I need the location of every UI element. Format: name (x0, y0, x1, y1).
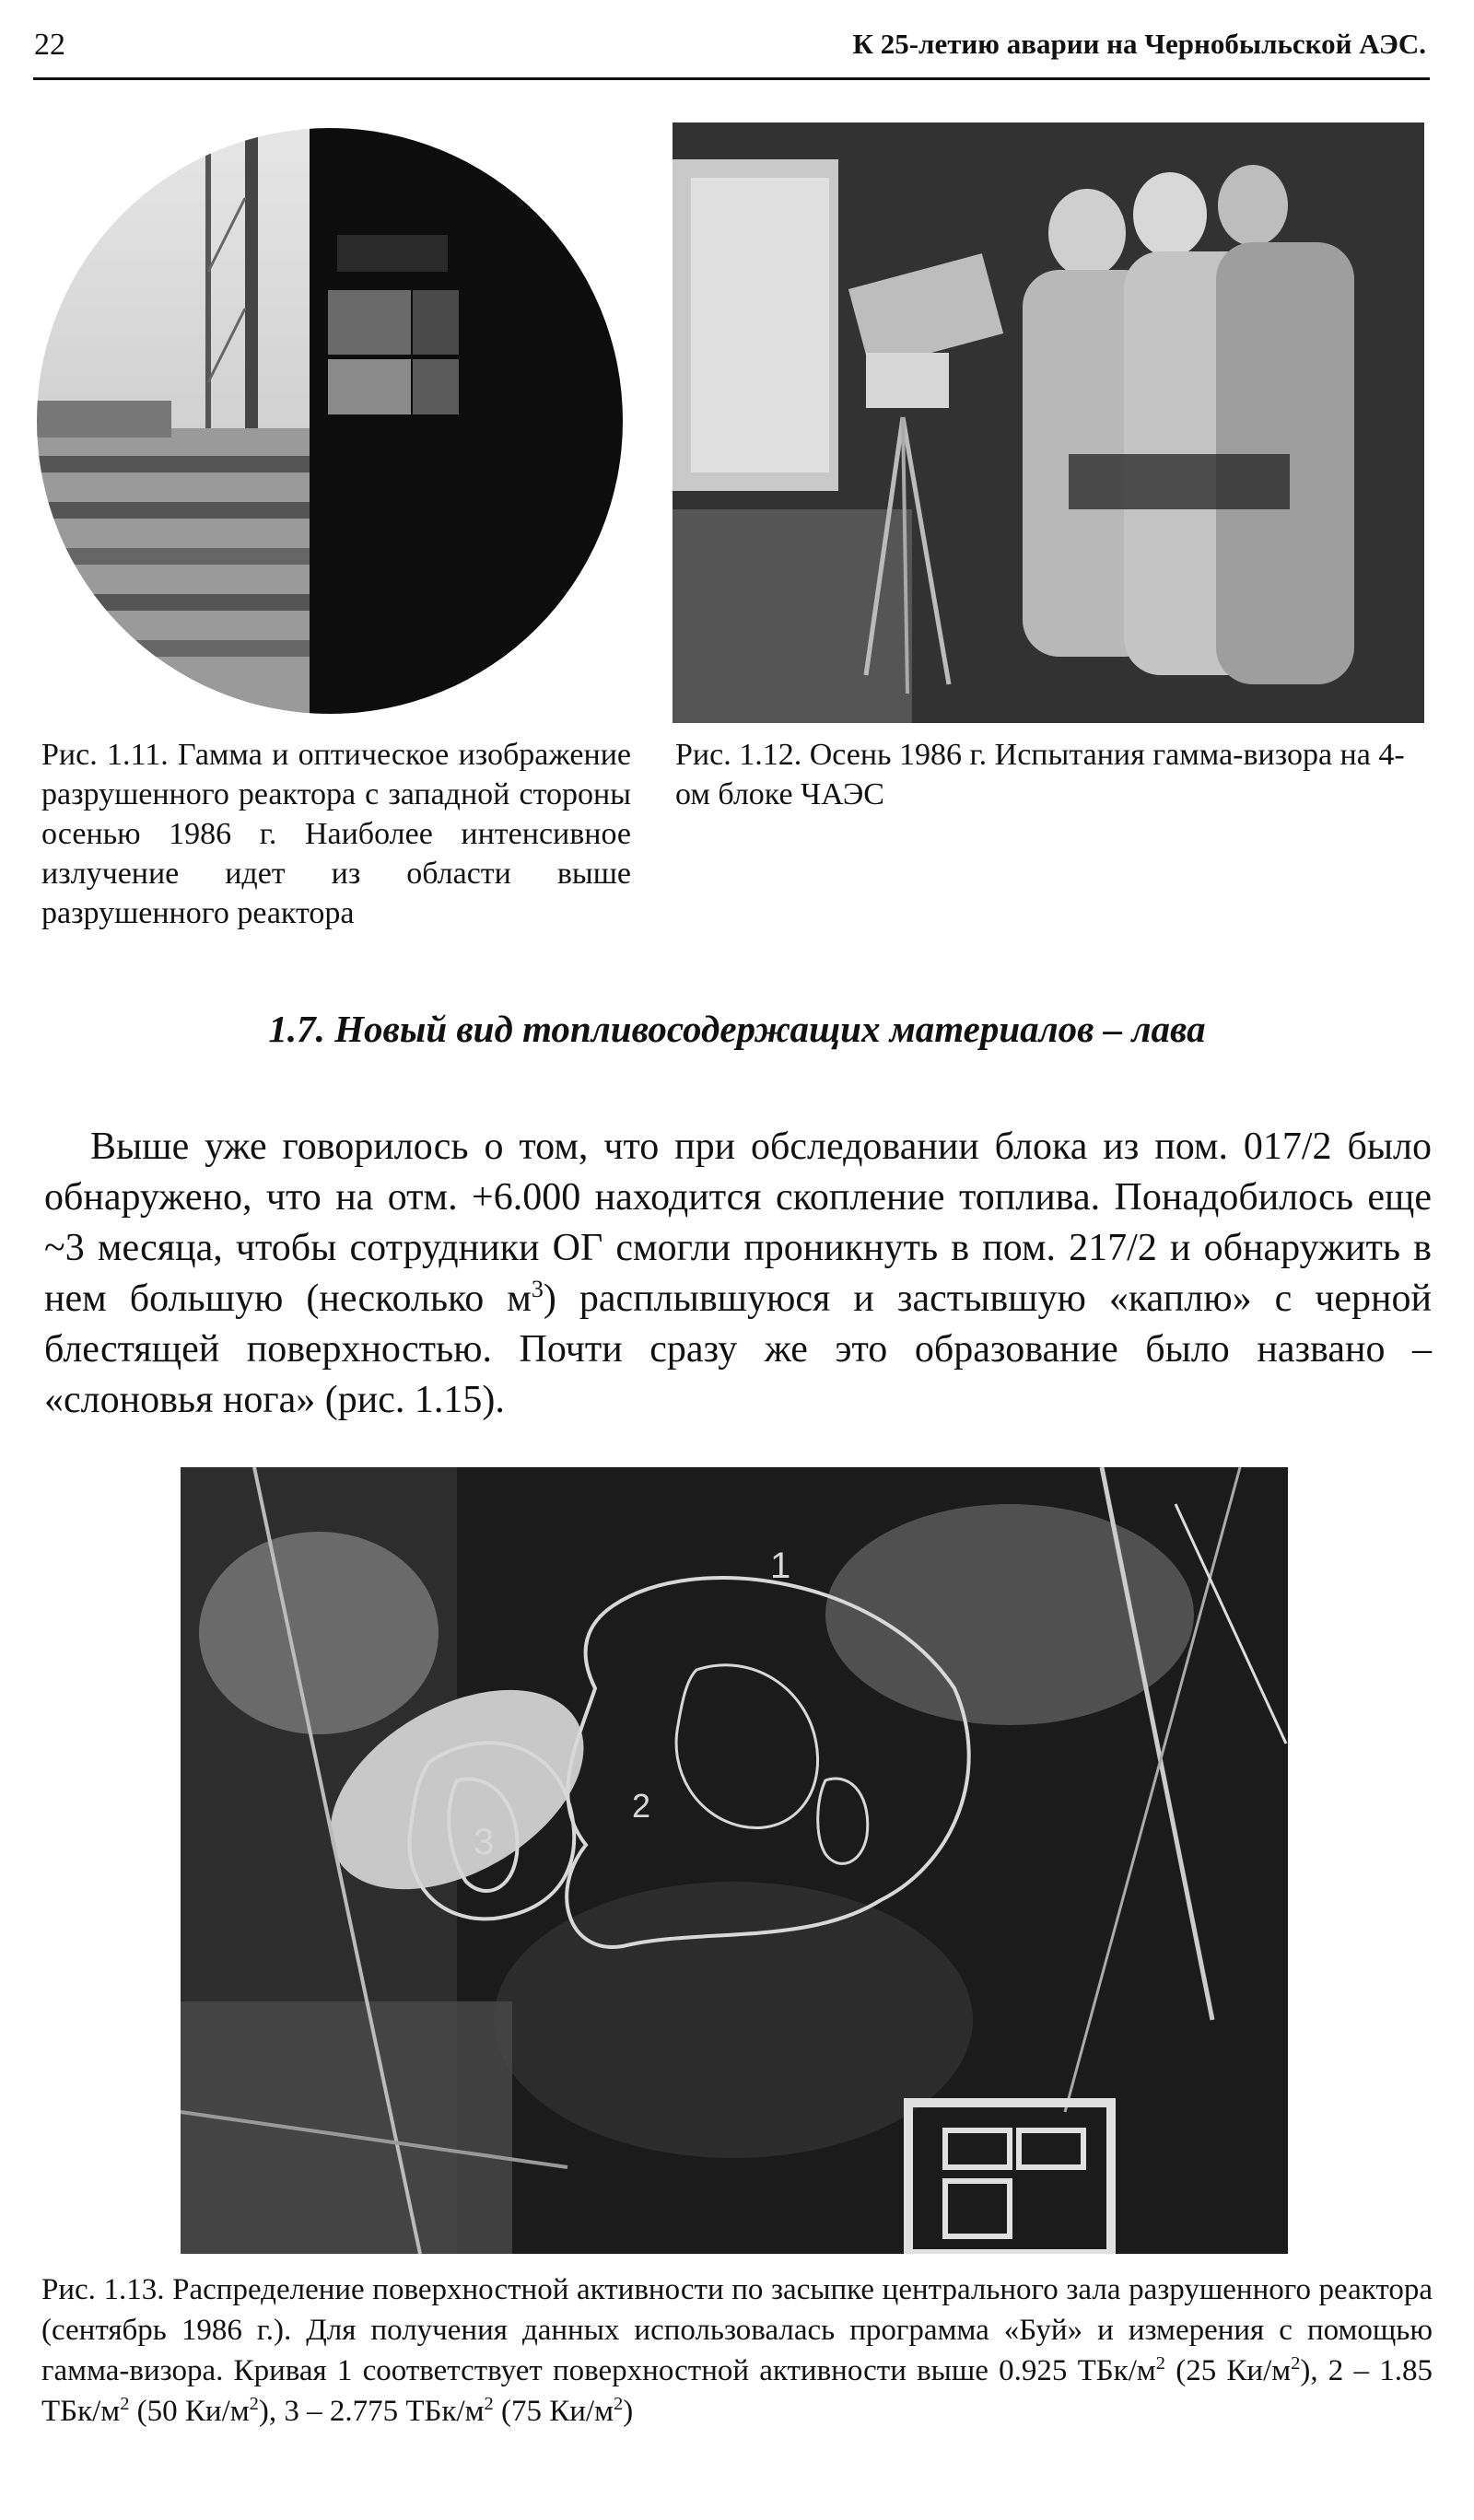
figure-1-11-caption: Рис. 1.11. Гамма и оптическое изображение разрушенного реактора с западной стороны осенью 1986 г. Наиболее интенсивное излучение идет из области выше разрушенного реактора (41, 738, 631, 930)
contour-label-3: 3 (474, 1822, 495, 1862)
caption-1-13-part5: ), 3 – 2.775 ТБк/м (258, 2395, 485, 2428)
figure-1-11-image (33, 124, 627, 718)
caption-1-13-part3: ), 2 – 1.85 ТБк/м (41, 2354, 1433, 2428)
caption-1-13-sup6: 2 (613, 2394, 624, 2414)
body-text-part1: Выше уже говорилось о том, что при обследовании блока из пом. 017/2 было обнаружено, что на отм. +6.000 находится скопление топлива. Понадобилось еще ~3 месяца, чтобы сотрудники ОГ смогли проникнуть в пом. 217/2 и обнаружить в нем большую (несколько м (44, 1126, 1432, 1320)
contour-label-2: 2 (632, 1787, 651, 1825)
figure-1-12-caption: Рис. 1.12. Осень 1986 г. Испытания гамма-визора на 4-ом блоке ЧАЭС (675, 738, 1405, 811)
caption-1-13-part6: (75 Ки/м (493, 2395, 614, 2428)
contour-label-1: 1 (770, 1546, 791, 1586)
page-number: 22 (34, 28, 65, 62)
figure-1-13-caption (41, 2269, 1433, 2432)
caption-1-13-sup3: 2 (120, 2394, 130, 2414)
body-superscript: 3 (531, 1276, 544, 1302)
caption-1-13-sup1: 2 (1155, 2353, 1165, 2374)
caption-1-13-part1: Рис. 1.13. Распределение поверхностной активности по засыпке центрального зала разрушенного реактора (сентябрь 1986 г.). Для получения данных использовалась программа «Буй» и измерения с помощью гамма-визора. Кривая 1 соответствует поверхностной активности выше 0.925 ТБк/м (41, 2273, 1433, 2387)
caption-1-13-part7: ) (623, 2395, 634, 2428)
caption-1-13-sup2: 2 (1291, 2353, 1301, 2374)
caption-1-13-part2: (25 Ки/м (1165, 2354, 1292, 2387)
body-paragraph (44, 1122, 1432, 1426)
section-title: 1.7. Новый вид топливосодержащих материалов – лава (268, 1008, 1206, 1050)
caption-1-13-sup5: 2 (484, 2394, 494, 2414)
caption-1-13-sup4: 2 (249, 2394, 259, 2414)
running-title: К 25-летию аварии на Чернобыльской АЭС. (852, 28, 1426, 60)
figure-1-12-image (673, 122, 1424, 723)
figure-1-13-image (181, 1467, 1288, 2254)
body-text-part2: ) расплывшуюся и застывшую «каплю» с черной блестящей поверхностью. Почти сразу же это образование было названо – «слоновья нога» (рис. 1.15). (44, 1278, 1432, 1421)
header-rule (33, 77, 1430, 80)
caption-1-13-part4: (50 Ки/м (129, 2395, 250, 2428)
